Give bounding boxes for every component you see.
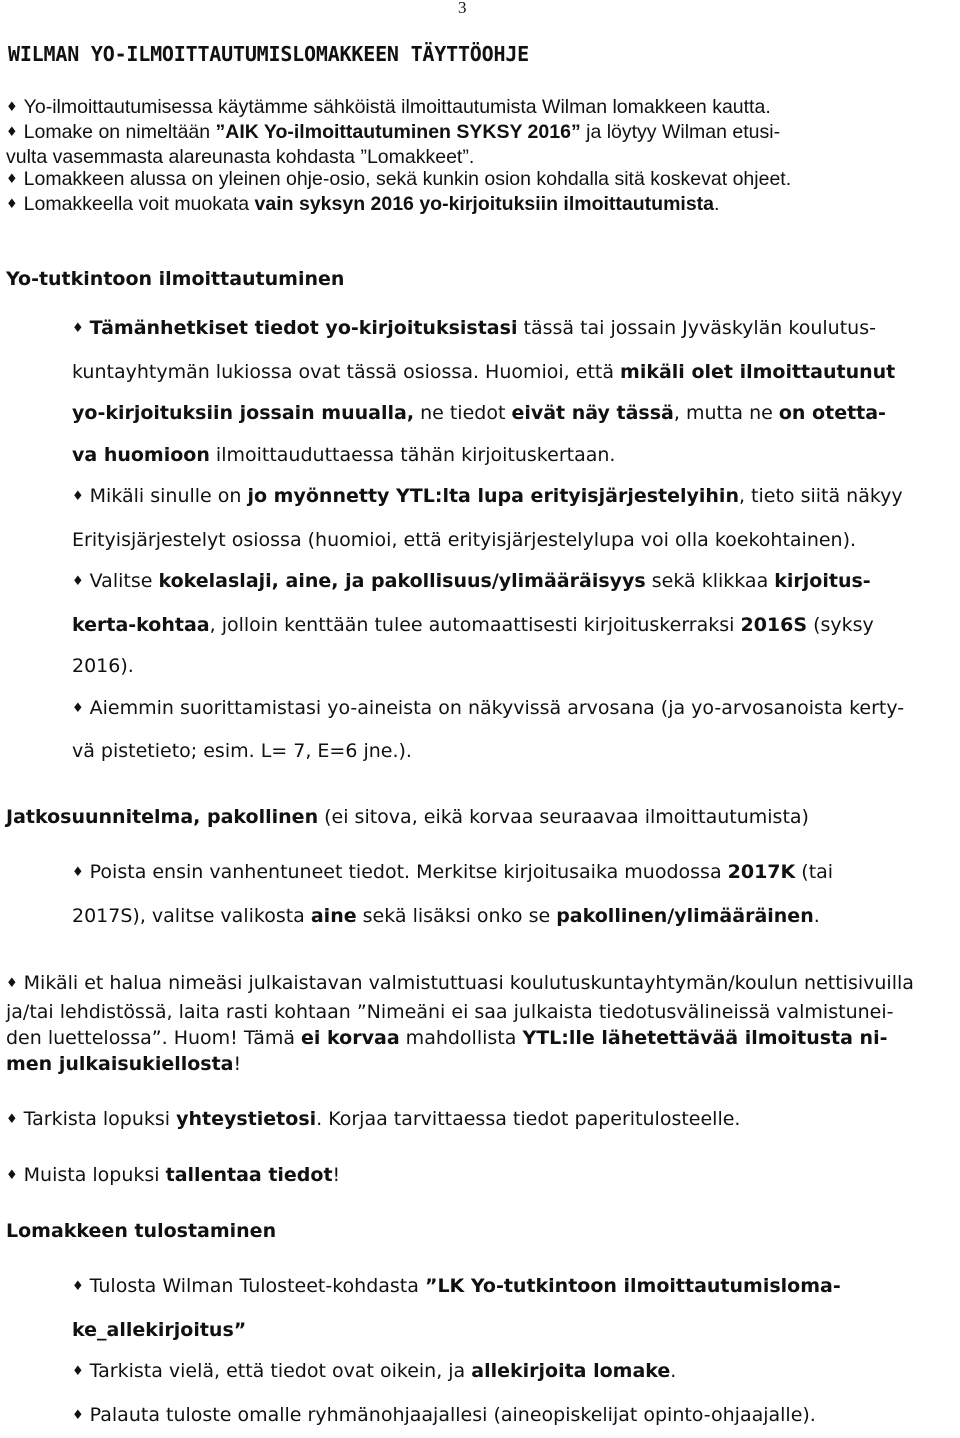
diamond-bullet-icon: ♦ [72, 865, 84, 880]
diamond-bullet-icon: ♦ [72, 1279, 84, 1294]
diamond-bullet-icon: ♦ [6, 1168, 18, 1183]
list-item: ♦ Lomakkeella voit muokata vain syksyn 2016 yo-kirjoituksiin ilmoittautumista. [6, 193, 941, 218]
section-heading-registration: Yo-tutkintoon ilmoittautuminen [6, 268, 344, 290]
paragraph: ♦ Tämänhetkiset tiedot yo-kirjoituksistasi tässä tai jossain Jyväskylän koulutus- kuntayhtymän lukiossa ovat tässä osiossa. Huomioi, että mikäli olet ilmoittautunut yo-kirjoituksiin jossain muualla, ne tiedot eivät näy tässä, mutta ne on otetta- va huomioon ilmoittauduttaessa tähän kirjoituskertaan. [72, 308, 942, 476]
contact-check-note [6, 1106, 944, 1135]
diamond-bullet-icon: ♦ [6, 172, 18, 187]
diamond-bullet-icon: ♦ [72, 321, 84, 336]
paragraph: ♦ Mikäli sinulle on jo myönnetty YTL:lta lupa erityisjärjestelyihin, tieto siitä näkyy Erityisjärjestelyt osiossa (huomioi, että erityisjärjestelylupa voi olla koekohtainen). [72, 476, 942, 561]
paragraph: ♦ Mikäli et halua nimeäsi julkaistavan valmistuttuasi koulutuskuntayhtymän/koulun nettisivuilla ja/tai lehdistössä, laita rasti kohtaan ”Nimeäni ei saa julkaista tiedotusvälineissä valmistunei- den luettelossa”. Huom! Tämä ei korvaa mahdollista YTL:lle lähetettävää ilmoitusta ni- men julkaisukiellosta! [6, 970, 944, 1077]
diamond-bullet-icon: ♦ [6, 197, 18, 212]
paragraph: ♦ Tulosta Wilman Tulosteet-kohdasta ”LK Yo-tutkintoon ilmoittautumisloma- ke_allekirjoitus” [72, 1266, 942, 1351]
section-heading-printing: Lomakkeen tulostaminen [6, 1220, 276, 1242]
page-number: 3 [458, 0, 467, 18]
registration-section [72, 308, 942, 773]
paragraph: ♦ Tarkista lopuksi yhteystietosi. Korjaa tarvittaessa tiedot paperitulosteelle. [6, 1106, 944, 1135]
printing-section [72, 1266, 942, 1438]
list-item: ♦ Lomakkeen alussa on yleinen ohje-osio, sekä kunkin osion kohdalla sitä koskevat ohjeet. [6, 168, 941, 193]
diamond-bullet-icon: ♦ [6, 1112, 18, 1127]
paragraph: ♦ Tarkista vielä, että tiedot ovat oikein, ja allekirjoita lomake. [72, 1351, 942, 1395]
list-item: ♦ Yo-ilmoittautumisessa käytämme sähköistä ilmoittautumista Wilman lomakkeen kautta. [6, 96, 941, 121]
section-heading-plan: Jatkosuunnitelma, pakollinen (ei sitova, eikä korvaa seuraavaa ilmoittautumista) [6, 806, 809, 828]
paragraph: ♦ Poista ensin vanhentuneet tiedot. Merkitse kirjoitusaika muodossa 2017K (tai 2017S), valitse valikosta aine sekä lisäksi onko se pakollinen/ylimääräinen. [72, 852, 942, 937]
intro-list [6, 96, 941, 218]
diamond-bullet-icon: ♦ [72, 701, 84, 716]
list-item: ♦ Lomake on nimeltään ”AIK Yo-ilmoittautuminen SYKSY 2016” ja löytyy Wilman etusi- vulta vasemmasta alareunasta kohdasta ”Lomakkeet”. [6, 121, 941, 168]
diamond-bullet-icon: ♦ [6, 100, 18, 115]
paragraph: ♦ Palauta tuloste omalle ryhmänohjaajallesi (aineopiskelijat opinto-ohjaajalle). [72, 1395, 942, 1438]
plan-section [72, 852, 942, 937]
diamond-bullet-icon: ♦ [72, 574, 84, 589]
paragraph: ♦ Aiemmin suorittamistasi yo-aineista on näkyvissä arvosana (ja yo-arvosanoista kerty- vä pistetieto; esim. L= 7, E=6 jne.). [72, 688, 942, 773]
diamond-bullet-icon: ♦ [6, 976, 18, 991]
diamond-bullet-icon: ♦ [72, 489, 84, 504]
diamond-bullet-icon: ♦ [72, 1408, 84, 1423]
paragraph: ♦ Valitse kokelaslaji, aine, ja pakollisuus/ylimääräisyys sekä klikkaa kirjoitus- kerta-kohtaa, jolloin kenttään tulee automaattisesti kirjoituskerraksi 2016S (syksy 2016). [72, 561, 942, 688]
diamond-bullet-icon: ♦ [6, 125, 18, 140]
page-title: WILMAN YO-ILMOITTAUTUMISLOMAKKEEN TÄYTTÖOHJE [8, 42, 529, 66]
diamond-bullet-icon: ♦ [72, 1364, 84, 1379]
name-publication-note [6, 970, 944, 1077]
paragraph: ♦ Muista lopuksi tallentaa tiedot! [6, 1162, 944, 1191]
save-note [6, 1162, 944, 1191]
